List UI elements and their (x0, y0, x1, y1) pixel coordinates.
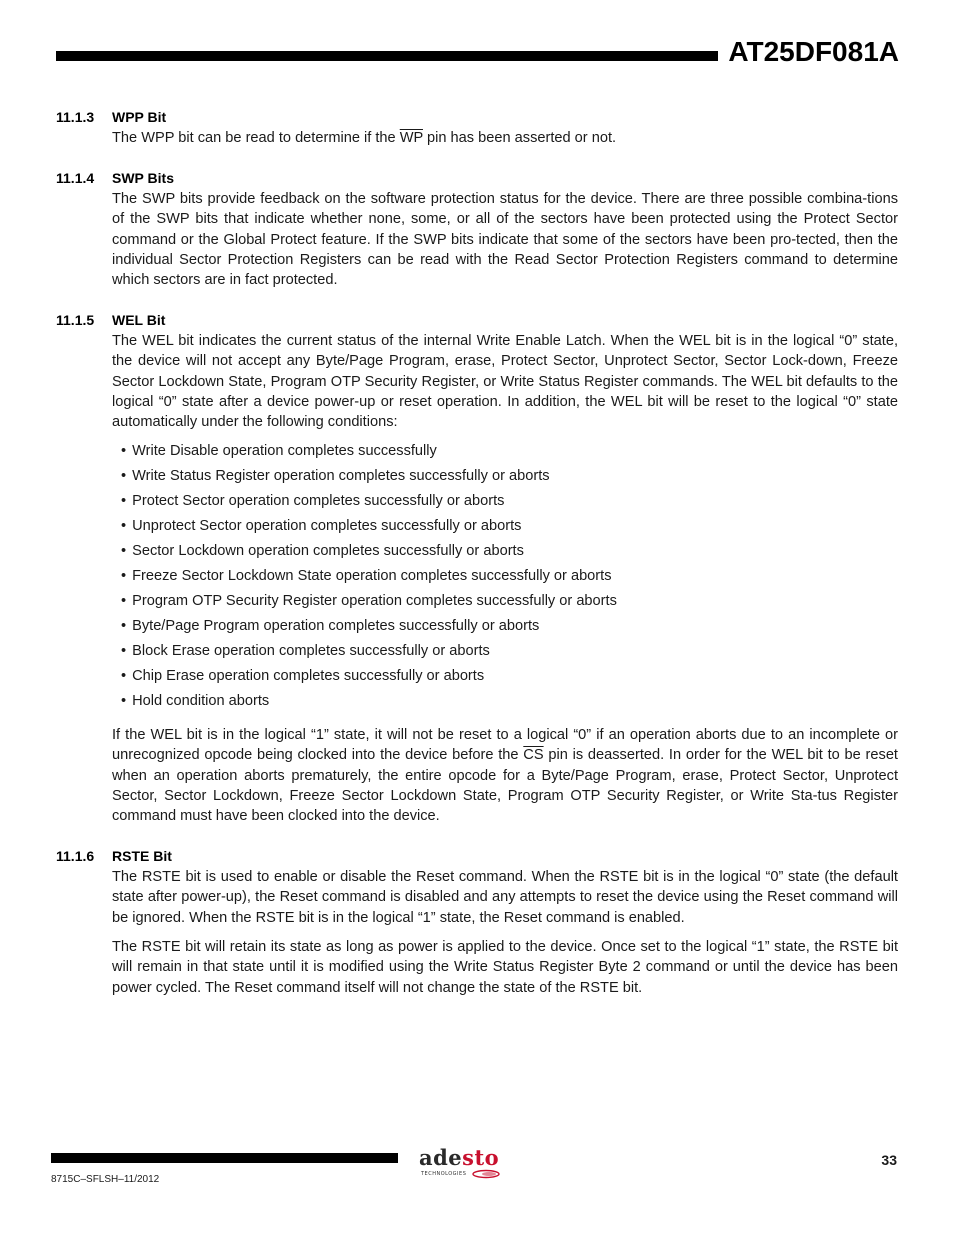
list-item: • Unprotect Sector operation completes successfully or aborts (121, 514, 617, 539)
rste-paragraph-2: The RSTE bit will retain its state as long as power is applied to the device. Once set to the logical “1” state, the RSTE bit will remain in that state until it is modified using the Write Status Register Byte 2 command or until the device has been power cycled. The Reset command itself will not change the state of the RSTE bit. (112, 939, 898, 996)
header-rule (56, 51, 718, 61)
section-number: 11.1.4 (56, 170, 95, 186)
section-title: SWP Bits (112, 170, 174, 186)
logo-swoosh-icon (471, 1169, 501, 1179)
section-number: 11.1.6 (56, 848, 95, 864)
list-item: • Sector Lockdown operation completes successfully or aborts (121, 539, 617, 564)
section-title: RSTE Bit (112, 848, 172, 864)
list-item: • Freeze Sector Lockdown State operation completes successfully or aborts (121, 564, 617, 589)
section-title: WPP Bit (112, 109, 167, 125)
document-title: AT25DF081A (728, 36, 899, 67)
logo-wordmark (419, 1147, 503, 1169)
text-run: The WPP bit can be read to determine if the (112, 130, 400, 146)
section-heading-wel (56, 311, 165, 329)
wel-reset-conditions-list (121, 439, 617, 714)
wpp-paragraph (112, 128, 898, 148)
list-item: • Protect Sector operation completes successfully or aborts (121, 489, 617, 514)
list-item: • Chip Erase operation completes successfully or aborts (121, 664, 617, 689)
logo-main-text: ade (419, 1145, 463, 1170)
text-run: pin has been asserted or not. (422, 130, 617, 146)
list-item: • Write Disable operation completes successfully (121, 439, 617, 464)
wel-paragraph-2 (112, 725, 898, 826)
logo-accent-text: sto (462, 1145, 500, 1170)
swp-paragraph: The SWP bits provide feedback on the software protection status for the device. There are three possible combina-tions of the SWP bits that indicate whether none, some, or all of the sectors have been protected using the Protect Sector command or the Global Protect feature. If the SWP bits indicate that some of the sectors have been pro-tected, then the individual Sector Protection Registers can be read with the Read Sector Protection Registers command to determine which sectors are in fact protected. (112, 191, 898, 289)
wp-signal-overline: $\overline{WP}$ (399, 130, 423, 146)
list-item: • Byte/Page Program operation completes successfully or aborts (121, 614, 617, 639)
section-number: 11.1.5 (56, 312, 95, 328)
text-run: pin is deasserted. In order for the WEL bit to be reset when an operation aborts prematurely, the entire opcode for a Byte/Page Program, erase, Protect Sector, Unprotect Sector, Sector Lockdown, Freeze Sector Lockdown State, Program OTP Security Register, or Write Sta-tus Register command must have been clocked into the device. (112, 747, 898, 825)
list-item: • Write Status Register operation completes successfully or aborts (121, 464, 617, 489)
logo-tagline: TECHNOLOGIES (421, 1171, 467, 1177)
section-heading-wpp (56, 108, 166, 126)
wel-paragraph-1: The WEL bit indicates the current status of the internal Write Enable Latch. When the WEL bit is in the logical “0” state, the device will not accept any Byte/Page Program, erase, Protect Sector, Unprotect Sector, Sector Lock-down, Freeze Sector Lockdown State, Program OTP Security Register, or Write Status Register commands. The WEL bit defaults to the logical “0” state after a device power-up or reset operation. In addition, the WEL bit will be reset to the logical “0” state automatically under the following conditions: (112, 333, 898, 431)
list-item: • Block Erase operation completes successfully or aborts (121, 639, 617, 664)
list-item: • Program OTP Security Register operation completes successfully or aborts (121, 589, 617, 614)
text-run: If the WEL bit is in the logical “1” state, it will not be reset to a logical “0” if an operation aborts due to an incomplete or unrecognized opcode being clocked into the device before the (112, 727, 898, 764)
section-title: WEL Bit (112, 312, 166, 328)
section-heading-rste (56, 847, 172, 865)
list-item: • Hold condition aborts (121, 689, 617, 714)
adesto-logo (419, 1147, 503, 1179)
section-number: 11.1.3 (56, 109, 95, 125)
section-heading-swp (56, 169, 174, 187)
cs-signal-overline: $\overline{CS}$ (523, 747, 544, 764)
footer-rule (51, 1153, 398, 1163)
document-code: 8715C–SFLSH–11/2012 (51, 1174, 160, 1185)
rste-paragraph-1: The RSTE bit is used to enable or disable the Reset command. When the RSTE bit is in the logical “0” state (the default state after power-up), the Reset command is disabled and any attempts to reset the device using the Reset command will be ignored. When the RSTE bit is in the logical “1” state, the Reset command is enabled. (112, 869, 898, 926)
page-number: 33 (881, 1152, 897, 1168)
